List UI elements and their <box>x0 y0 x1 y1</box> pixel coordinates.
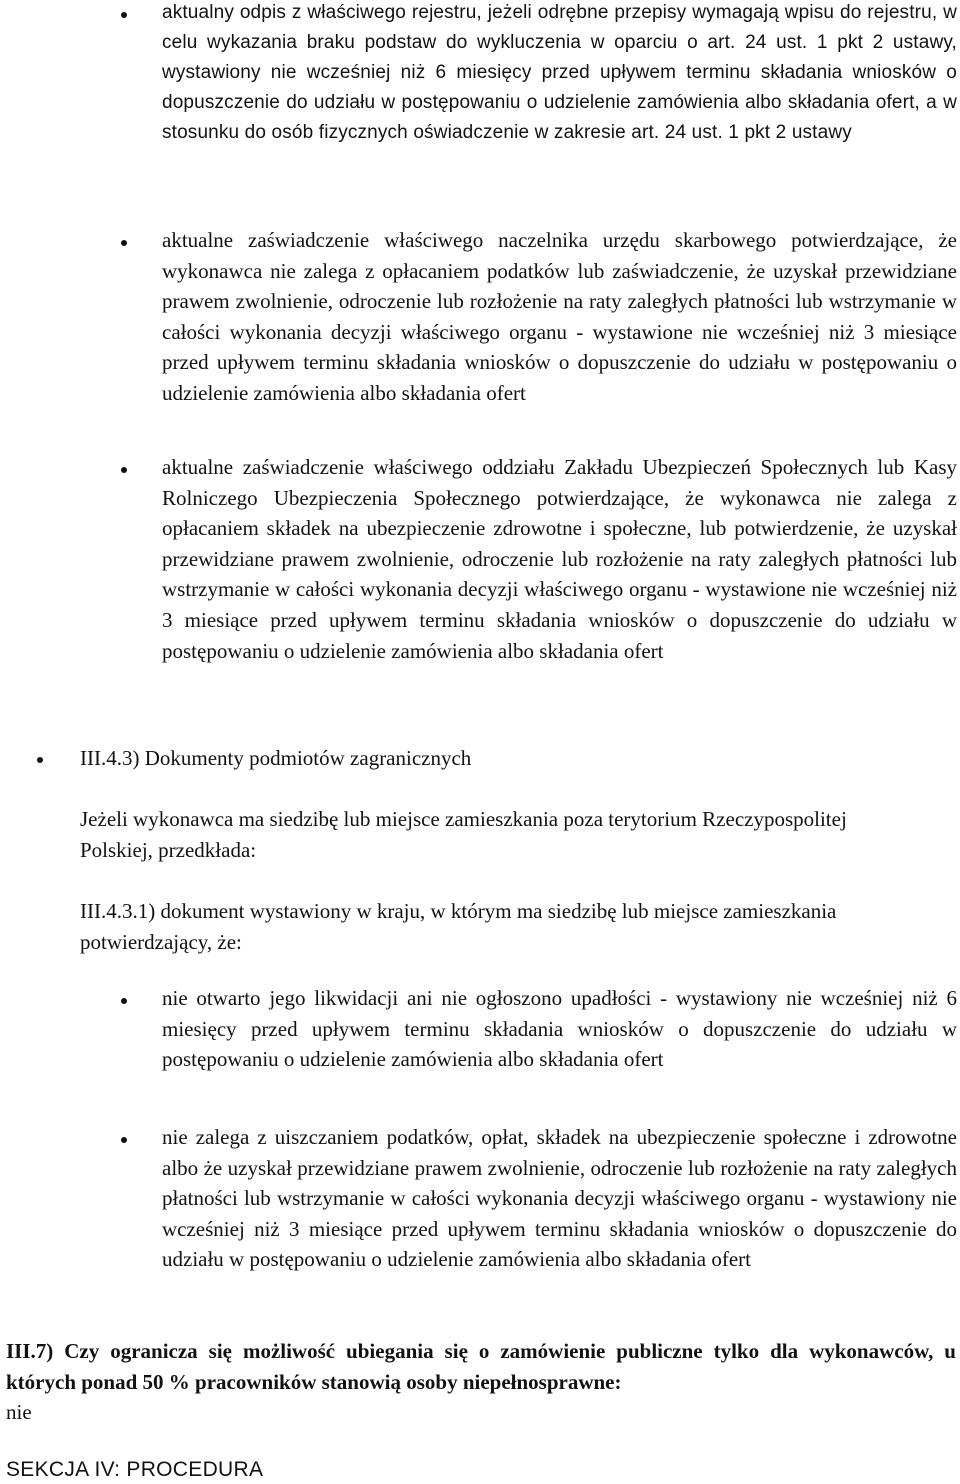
question-answer: nie <box>6 1400 32 1424</box>
bullet-item-no-liquidation: nie otwarto jego likwidacji ani nie ogłoszono upadłości - wystawiony nie wcześniej niż 6 miesięcy przed upływem terminu składania wniosków o dopuszczenie do udziału w postępowaniu o udzielenie zamówienia albo składania ofert <box>162 986 957 1072</box>
bullet-dot <box>121 998 127 1004</box>
bullet-item-registry-extract: aktualny odpis z właściwego rejestru, jeżeli odrębne przepisy wymagają wpisu do rejestru, w celu wykazania braku podstaw do wykluczenia w oparciu o art. 24 ust. 1 pkt 2 ustawy, wystawiony nie wcześniej niż 6 miesięcy przed upływem terminu składania wniosków o dopuszczenie do udziału w postępowaniu o udzielenie zamówienia albo składania ofert, a w stosunku do osób fizycznych oświadczenie w zakresie art. 24 ust. 1 pkt 2 ustawy <box>162 2 957 143</box>
bullet-dot <box>121 467 127 473</box>
bullet-dot <box>37 757 43 763</box>
bullet-item-no-tax-arrears: nie zalega z uiszczaniem podatków, opłat, składek na ubezpieczenie społeczne i zdrowotne albo że uzyskał przewidziane prawem zwolnienie, odroczenie lub rozłożenie na raty zaległych płatności lub wstrzymanie w całości wykonania decyzji właściwego organu - wystawiony nie wcześniej niż 3 miesiące przed upływem terminu składania wniosków o dopuszczenie do udziału w postępowaniu o udzielenie zamówienia albo składania ofert <box>162 1125 957 1272</box>
section-title: SEKCJA IV: PROCEDURA <box>6 1458 264 1481</box>
sub-heading-paragraph: III.4.3.1) dokument wystawiony w kraju, w którym ma siedzibę lub miejsce zamieszkania potwierdzający, że: <box>80 899 837 954</box>
bullet-dot <box>121 12 127 18</box>
section-heading: III.4.3) Dokumenty podmiotów zagranicznych <box>80 746 472 770</box>
foreign-intro-paragraph: Jeżeli wykonawca ma siedzibę lub miejsce zamieszkania poza terytorium Rzeczypospolitej Polskiej, przedkłada: <box>80 807 847 862</box>
bullet-item-tax-certificate: aktualne zaświadczenie właściwego naczelnika urzędu skarbowego potwierdzające, że wykonawca nie zalega z opłacaniem podatków lub zaświadczenie, że uzyskał przewidziane prawem zwolnienie, odroczenie lub rozłożenie na raty zaległych płatności lub wstrzymanie w całości wykonania decyzji właściwego organu - wystawione nie wcześniej niż 3 miesiące przed upływem terminu składania wniosków o dopuszczenie do udziału w postępowaniu o udzielenie zamówienia albo składania ofert <box>162 228 957 405</box>
bullet-dot <box>121 240 127 246</box>
bullet-item-social-insurance-certificate: aktualne zaświadczenie właściwego oddziału Zakładu Ubezpieczeń Społecznych lub Kasy Rolniczego Ubezpieczenia Społecznego potwierdzające, że wykonawca nie zalega z opłacaniem składek na ubezpieczenie zdrowotne i społeczne, lub potwierdzenie, że uzyskał przewidziane prawem zwolnienie, odroczenie lub rozłożenie na raty zaległych płatności lub wstrzymanie w całości wykonania decyzji właściwego organu - wystawione nie wcześniej niż 3 miesiące przed upływem terminu składania wniosków o dopuszczenie do udziału w postępowaniu o udzielenie zamówienia albo składania ofert <box>162 455 957 663</box>
question-heading: III.7) Czy ogranicza się możliwość ubiegania się o zamówienie publiczne tylko dla wykonawców, u których ponad 50 % pracowników stanowią osoby niepełnosprawne: <box>6 1339 956 1394</box>
bullet-dot <box>121 1137 127 1143</box>
